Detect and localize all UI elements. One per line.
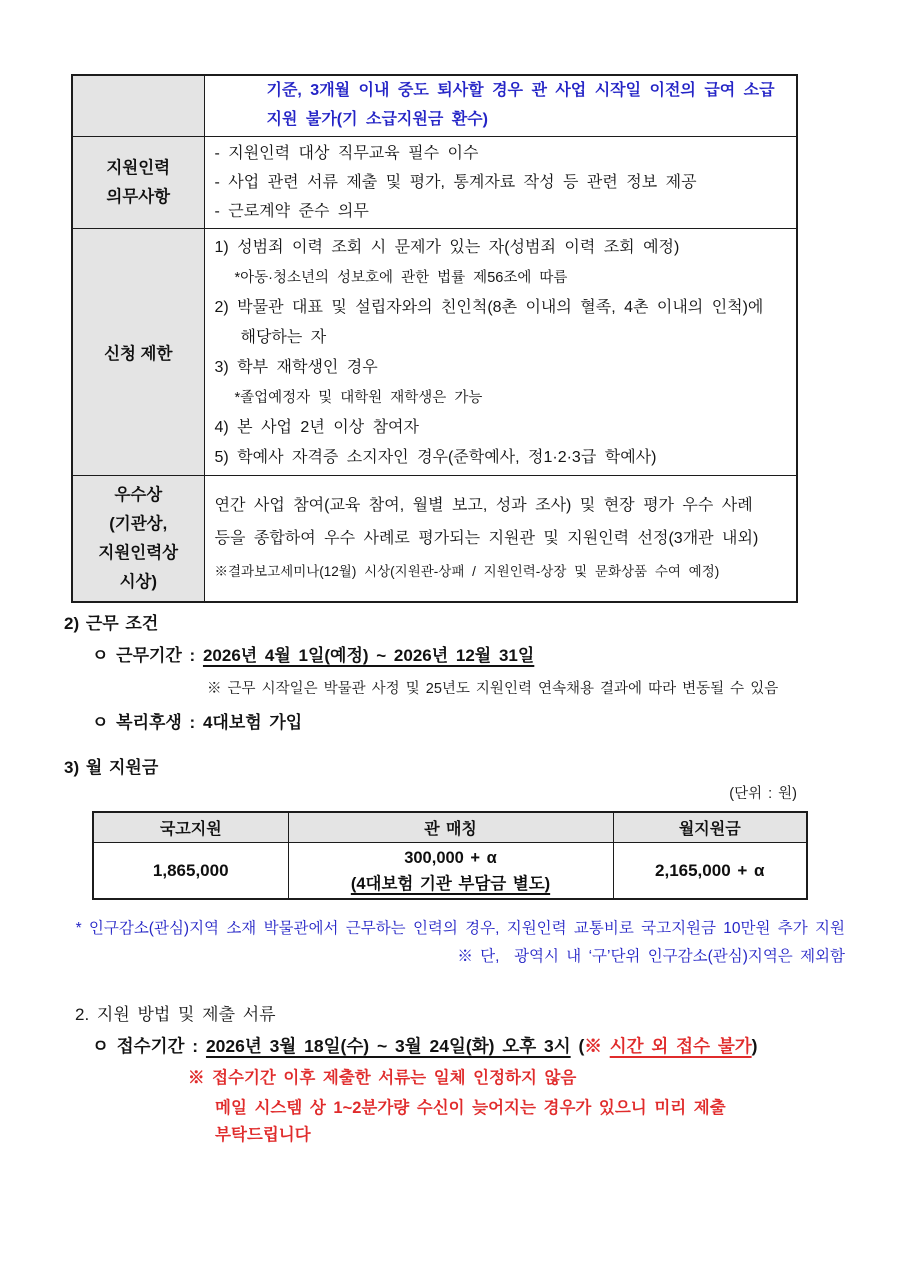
paren-close: )	[751, 1036, 758, 1056]
award-header-line4: 시상)	[119, 572, 157, 591]
obligation-item: - 지원인력 대상 직무교육 필수 이수	[214, 145, 479, 162]
award-text-note: ※결과보고세미나(12월) 시상(지원관-상패 / 지원인력-상장 및 문화상품 수여 예정)	[214, 564, 720, 579]
gov-support-value: 1,865,000	[93, 843, 288, 900]
continuation-text-line2: 지원 불가(기 소급지원금 환수)	[266, 110, 488, 128]
work-period-value: 2026년 4월 1일(예정) ~ 2026년 12월 31일	[202, 646, 535, 665]
restriction-subnote: *아동·청소년의 성보호에 관한 법률 제56조에 따름	[234, 270, 568, 286]
application-period-value: 2026년 3월 18일(수) ~ 3월 24일(화) 오후 3시	[205, 1036, 571, 1056]
award-header-cell	[72, 476, 204, 603]
award-header-line3: 지원인력상	[98, 543, 179, 562]
col-header-monthly-total: 월지원금	[613, 812, 807, 843]
table-row	[72, 137, 797, 229]
table-row	[72, 229, 797, 476]
work-period-note: ※ 근무 시작일은 박물관 사정 및 25년도 지원인력 연속채용 결과에 따라 변동될 수 있음	[207, 681, 779, 697]
restriction-item: 5) 학예사 자격증 소지자인 경우(준학예사, 정1·2·3급 학예사)	[214, 449, 657, 466]
col-header-matching: 관 매칭	[288, 812, 613, 843]
restrictions-header-cell: 신청 제한	[72, 229, 204, 476]
obligation-item: - 사업 관련 서류 제출 및 평가, 통계자료 작성 등 관련 정보 제공	[214, 174, 697, 191]
obligations-header-line2: 의무사항	[106, 187, 171, 206]
obligations-header-line1: 지원인력	[106, 158, 171, 177]
work-welfare-line: ㅇ 복리후생 : 4대보험 가입	[92, 713, 303, 732]
obligations-header-cell	[72, 137, 204, 229]
stipend-data-row	[93, 843, 807, 900]
award-header-line1: 우수상	[114, 485, 163, 504]
application-period-label: ㅇ 접수기간 :	[92, 1036, 206, 1056]
application-warning-3: 부탁드립니다	[215, 1126, 311, 1144]
matching-value: 300,000 + α	[404, 848, 497, 867]
restriction-item-continuation: 해당하는 자	[240, 329, 327, 346]
continuation-text-line1: 기준, 3개월 이내 중도 퇴사할 경우 관 사업 시작일 이전의 급여 소급	[266, 82, 775, 99]
warning-text: 시간 외 접수 불가	[609, 1036, 752, 1056]
application-warning-2: 메일 시스템 상 1~2분가량 수신이 늦어지는 경우가 있으니 미리 제출	[215, 1099, 726, 1117]
stipend-title: 3) 월 지원금	[64, 758, 159, 777]
monthly-total-value: 2,165,000 + α	[613, 843, 807, 900]
paren-open: (	[570, 1036, 585, 1056]
work-period-line	[92, 641, 534, 666]
restriction-subnote: *졸업예정자 및 대학원 재학생은 가능	[234, 390, 483, 406]
stipend-note-1: * 인구감소(관심)지역 소재 박물관에서 근무하는 인력의 경우, 지원인력 교통비로 국고지원금 10만원 추가 지원	[75, 920, 845, 937]
matching-value-note: (4대보험 기관 부담금 별도)	[350, 874, 551, 893]
application-warning-1: ※ 접수기간 이후 제출한 서류는 일체 인정하지 않음	[188, 1069, 577, 1087]
table-row	[72, 75, 797, 137]
application-section-title: 2. 지원 방법 및 제출 서류	[75, 1005, 276, 1024]
restriction-item: 3) 학부 재학생인 경우	[214, 359, 378, 376]
program-conditions-table	[71, 74, 798, 603]
restriction-item: 2) 박물관 대표 및 설립자와의 친인척(8촌 이내의 혈족, 4촌 이내의 인척)에	[214, 299, 764, 316]
unit-label: (단위 : 원)	[729, 786, 797, 802]
stipend-note-2: ※ 단, 광역시 내 ‘구’단위 인구감소(관심)지역은 제외함	[457, 948, 845, 965]
award-text-line1: 연간 사업 참여(교육 참여, 월별 보고, 성과 조사) 및 현장 평가 우수 사례	[214, 497, 753, 514]
matching-value-cell	[288, 843, 613, 900]
empty-header-cell	[72, 75, 204, 137]
award-cell	[204, 476, 797, 603]
restriction-item: 1) 성범죄 이력 조회 시 문제가 있는 자(성범죄 이력 조회 예정)	[214, 239, 680, 256]
stipend-header-row	[93, 812, 807, 843]
col-header-gov-support: 국고지원	[93, 812, 288, 843]
work-period-label: ㅇ 근무기간 :	[92, 646, 203, 665]
application-period-line	[92, 1033, 757, 1058]
warning-mark: ※	[584, 1036, 610, 1056]
award-header-line2: (기관상,	[109, 514, 168, 533]
stipend-table	[92, 811, 808, 900]
obligation-item: - 근로계약 준수 의무	[214, 203, 369, 220]
continuation-cell	[204, 75, 797, 137]
award-text-line2: 등을 종합하여 우수 사례로 평가되는 지원관 및 지원인력 선정(3개관 내외)	[214, 530, 759, 547]
restriction-item: 4) 본 사업 2년 이상 참여자	[214, 419, 419, 436]
table-row	[72, 476, 797, 603]
obligations-cell	[204, 137, 797, 229]
restrictions-cell	[204, 229, 797, 476]
work-conditions-title: 2) 근무 조건	[64, 614, 159, 633]
